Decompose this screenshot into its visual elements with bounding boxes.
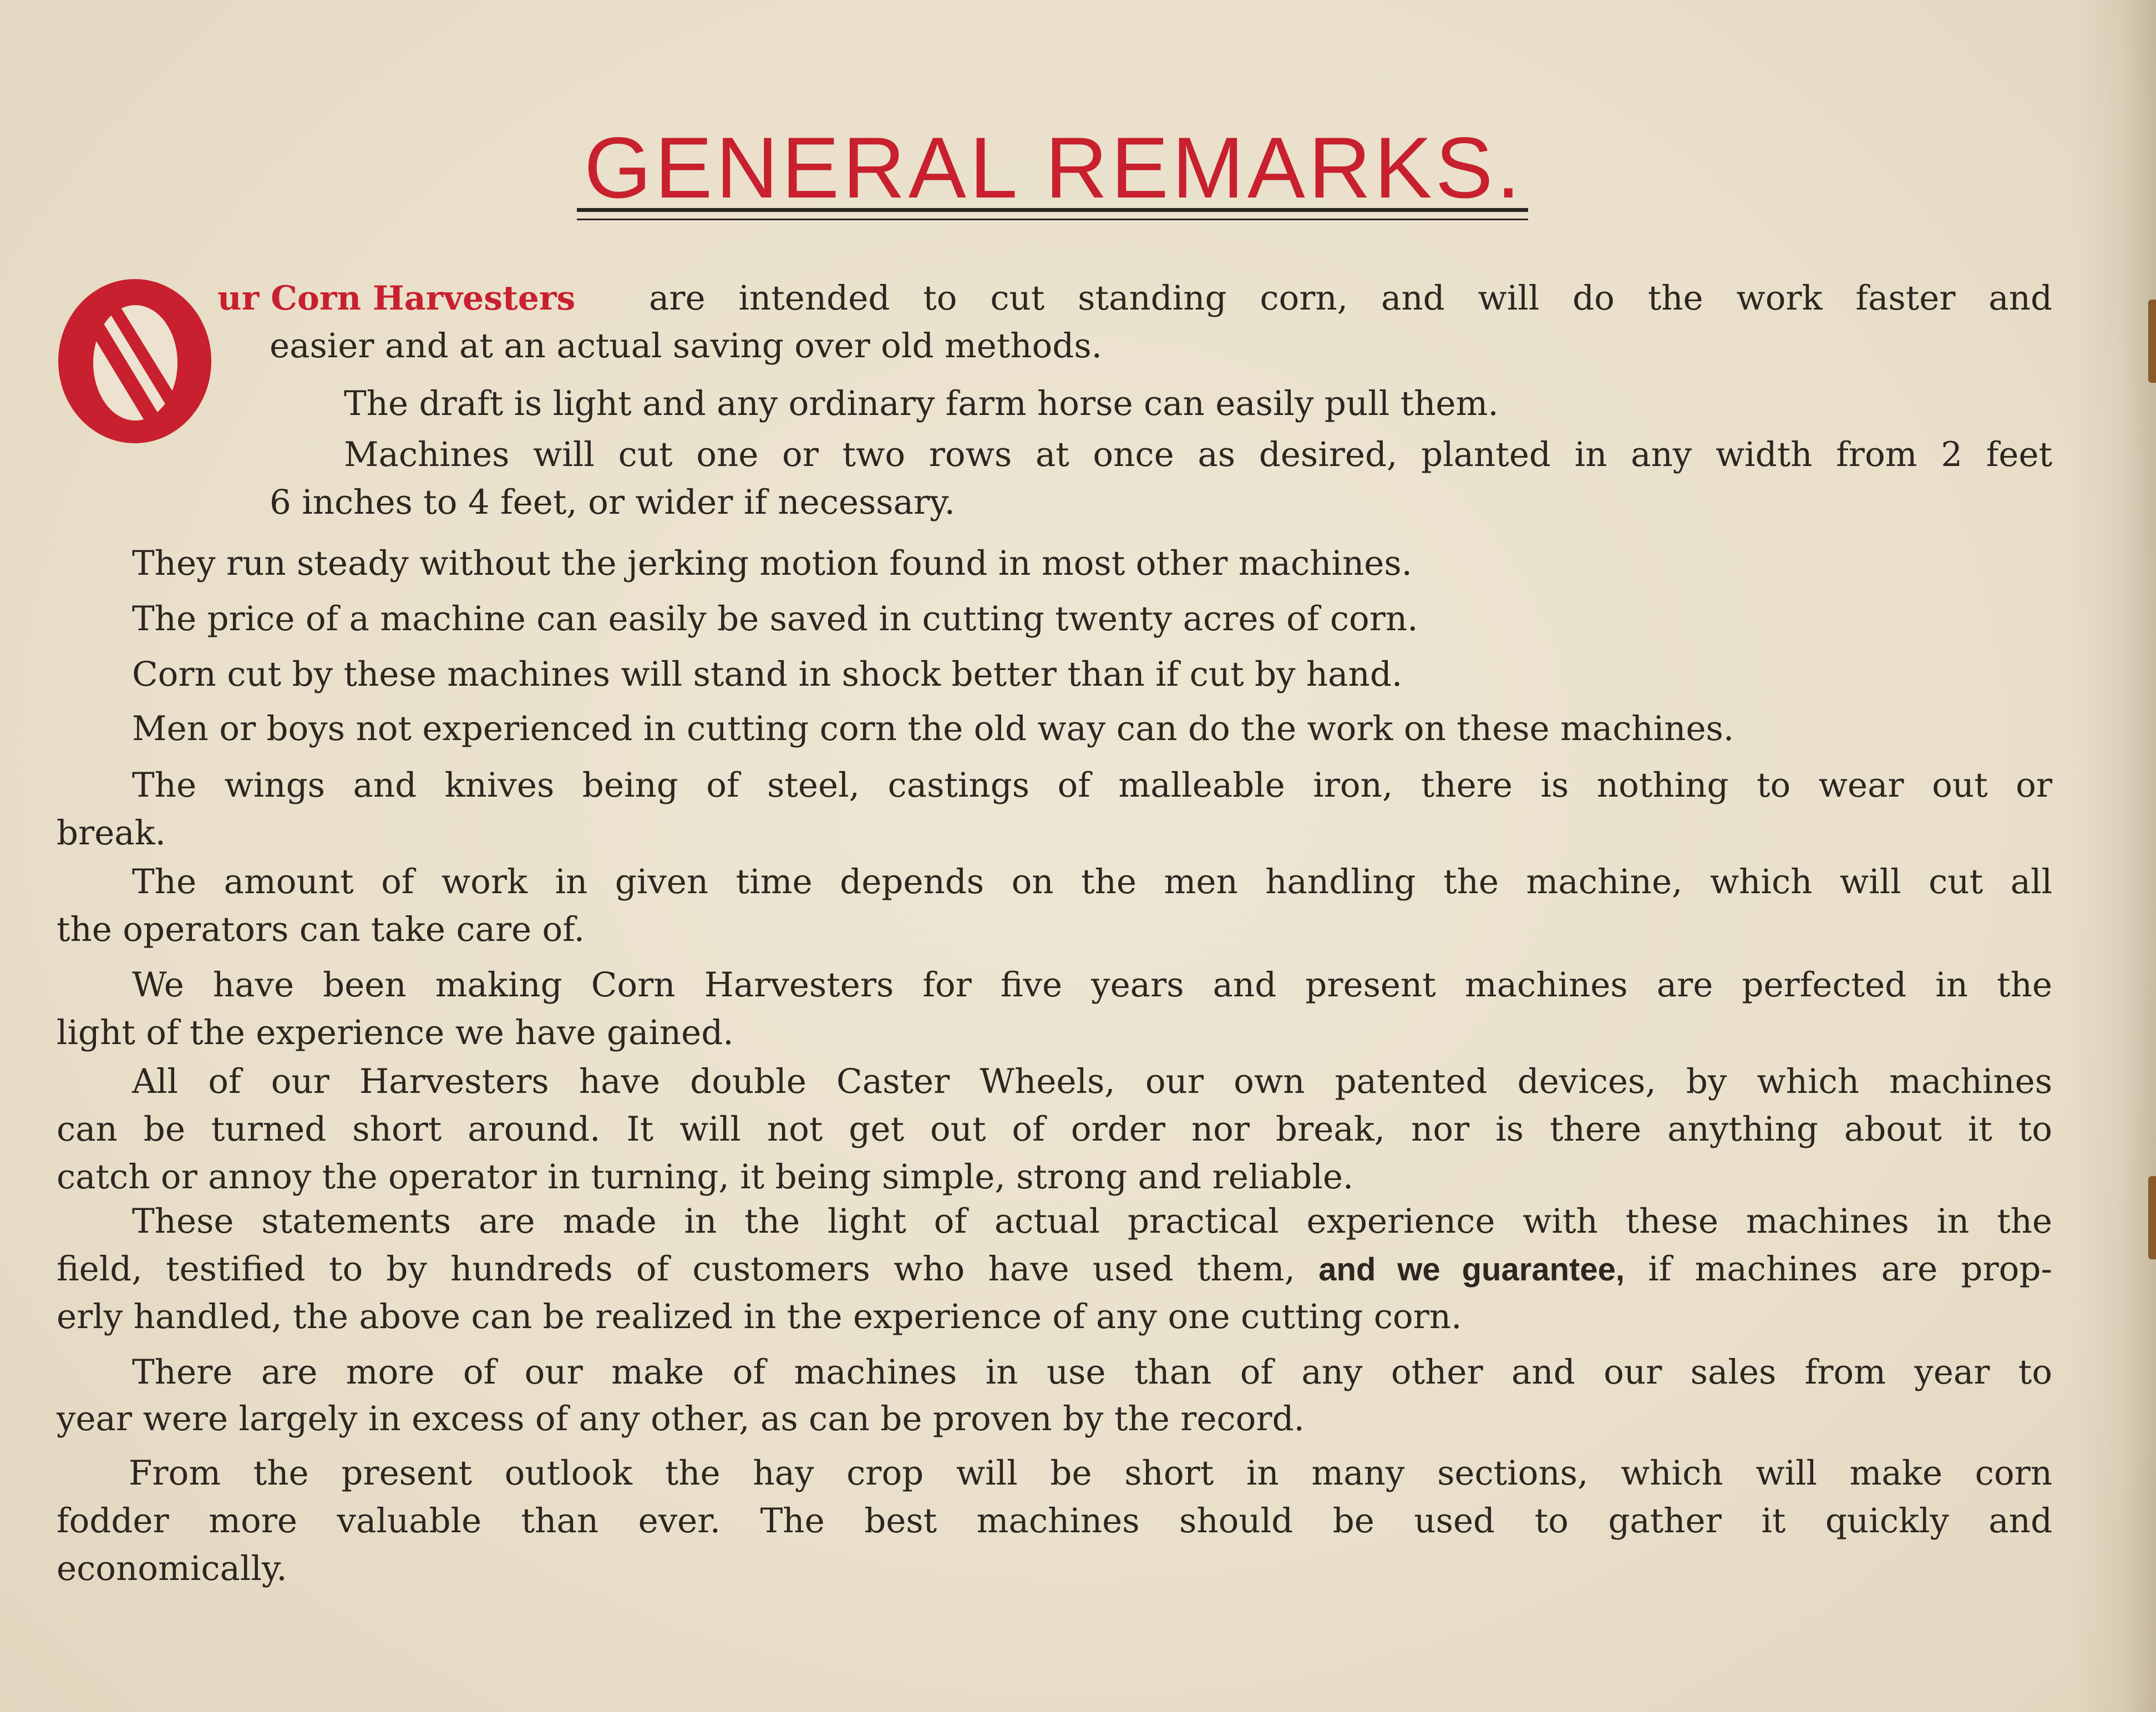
text-run: field, testified to by hundreds of customers who have used them,: [57, 1249, 1296, 1289]
text-line: light of the experience we have gained.: [57, 1013, 734, 1052]
text-line: are intended to cut standing corn, and will do the work faster and: [649, 278, 2052, 318]
text-line: catch or annoy the operator in turning, it being simple, strong and reliable.: [57, 1157, 1354, 1197]
text-line-with-emphasis: [57, 1248, 2052, 1291]
text-line: The amount of work in given time depends on the men handling the machine, which will cut all: [132, 862, 2052, 901]
text-line: the operators can take care of.: [57, 910, 585, 949]
text-run: if machines are prop-: [1648, 1249, 2053, 1289]
title-underline: [577, 208, 1528, 220]
text-line: They run steady without the jerking motion found in most other machines.: [132, 544, 1413, 583]
text-line: From the present outlook the hay crop will be short in many sections, which will make corn: [129, 1453, 2052, 1493]
text-line: Corn cut by these machines will stand in shock better than if cut by hand.: [132, 655, 1403, 694]
text-line: The price of a machine can easily be saved in cutting twenty acres of corn.: [132, 599, 1418, 639]
page-edge-tab: [2148, 300, 2156, 383]
text-line: can be turned short around. It will not get out of order nor break, nor is there anything about it to: [57, 1110, 2052, 1149]
initial-letter-text: O: [54, 276, 55, 277]
text-line: erly handled, the above can be realized in the experience of any one cutting corn.: [57, 1297, 1462, 1336]
text-line: The wings and knives being of steel, castings of malleable iron, there is nothing to wear out or: [132, 766, 2052, 805]
text-line: We have been making Corn Harvesters for five years and present machines are perfected in the: [132, 965, 2052, 1005]
text-line: Machines will cut one or two rows at once as desired, planted in any width from 2 feet: [344, 435, 2052, 474]
emphasis-guarantee: and we guarantee,: [1318, 1252, 1625, 1288]
page-edge-shadow: [2073, 0, 2156, 1712]
text-line: The draft is light and any ordinary farm horse can easily pull them.: [344, 384, 1499, 423]
initial-letter-o: [54, 276, 215, 446]
text-line: There are more of our make of machines in use than of any other and our sales from year to: [132, 1353, 2052, 1392]
page-title: GENERAL REMARKS.: [584, 120, 1524, 216]
text-line: fodder more valuable than ever. The best machines should be used to gather it quickly and: [57, 1501, 2052, 1541]
text-line: easier and at an actual saving over old methods.: [270, 326, 1103, 366]
page-edge-tab: [2148, 1176, 2156, 1259]
text-line: 6 inches to 4 feet, or wider if necessary.: [270, 483, 955, 522]
text-line: year were largely in excess of any other, as can be proven by the record.: [57, 1399, 1305, 1439]
text-line: economically.: [57, 1549, 287, 1588]
text-line: All of our Harvesters have double Caster Wheels, our own patented devices, by which machines: [132, 1062, 2052, 1101]
text-line: Men or boys not experienced in cutting corn the old way can do the work on these machines.: [132, 709, 1734, 748]
text-line: These statements are made in the light of actual practical experience with these machines in the: [132, 1202, 2052, 1241]
lead-heading: ur Corn Harvesters: [217, 279, 576, 318]
text-line: break.: [57, 813, 166, 853]
